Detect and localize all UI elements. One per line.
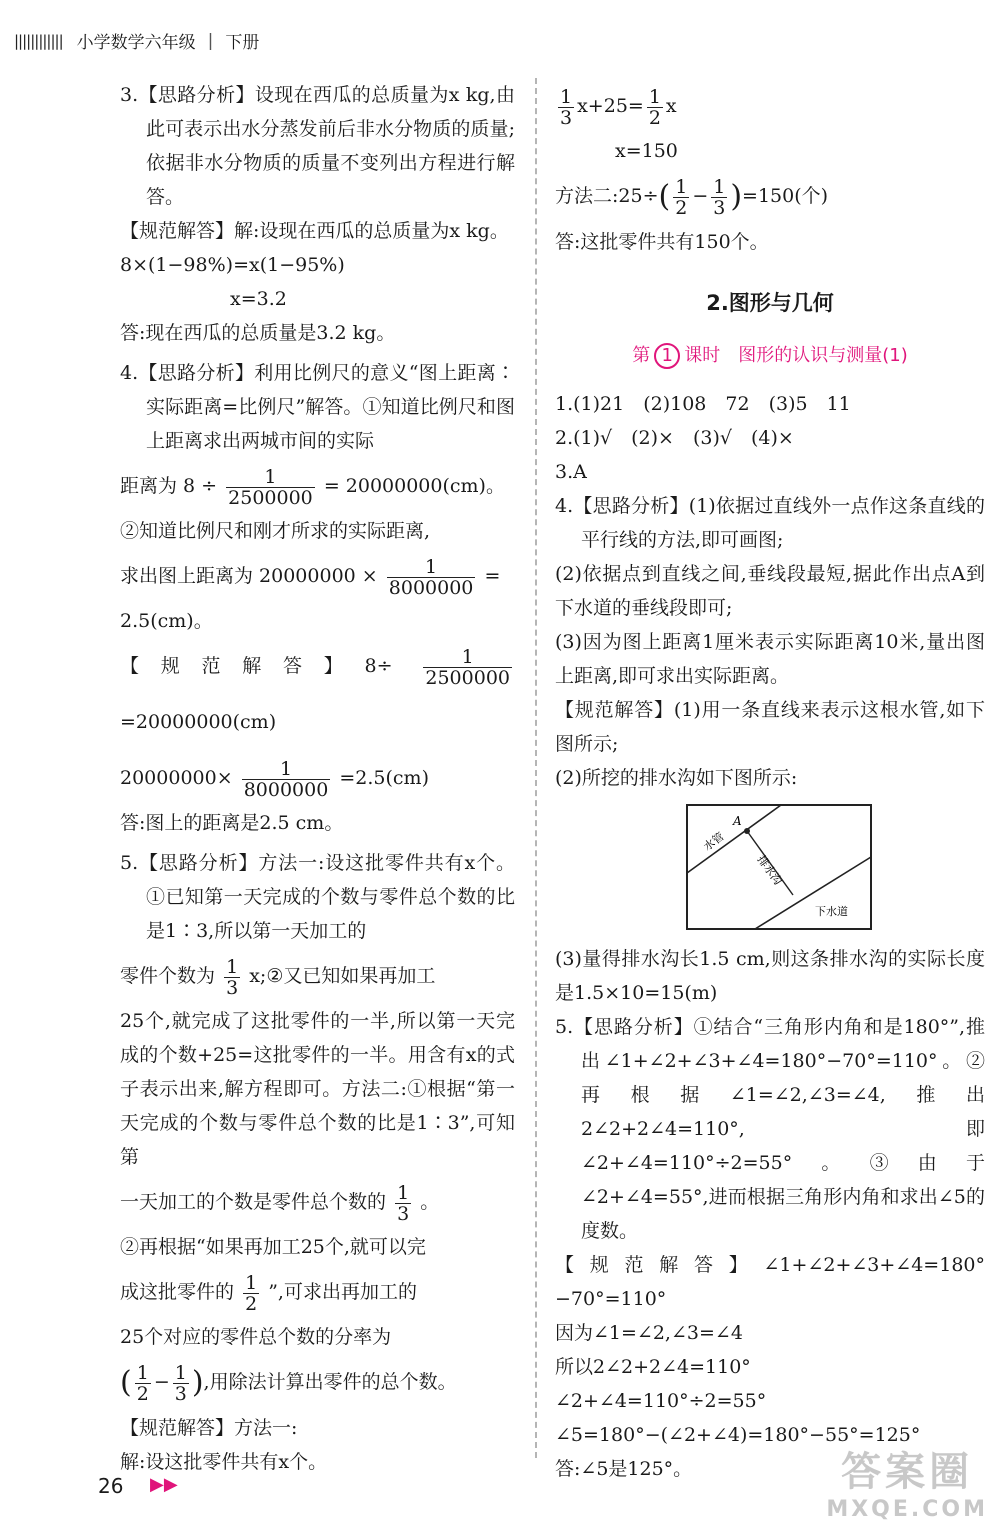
eq-method1 [555, 78, 985, 134]
numerator: 1 [136, 1361, 149, 1384]
denominator: 3 [226, 976, 239, 999]
text: 20000000× [120, 767, 233, 789]
paren-open: ( [658, 179, 671, 214]
sewer-label: 下水道 [815, 905, 848, 918]
denominator: 2500000 [425, 666, 510, 689]
left-column [120, 78, 515, 1479]
text: x+25= [577, 95, 644, 117]
q4-map-line [120, 548, 515, 604]
answer-4-point3: (3)因为图上距离1厘米表示实际距离10米,量出图上距离,即可求出实际距离。 [555, 631, 985, 687]
text: =20000000(cm) [120, 711, 277, 733]
numerator: 1 [387, 557, 476, 578]
text: x;②又已知如果再加工 [249, 965, 436, 987]
numerator: 1 [226, 467, 315, 488]
text: = [484, 565, 501, 587]
denominator: 3 [713, 196, 726, 219]
q3-analysis: 3.【思路分析】设现在西瓜的总质量为x kg,由此可表示出水分蒸发前后非水分物质的质量;依据非水分物质的质量不变列出方程进行解答。 [120, 84, 515, 208]
denominator: 2 [675, 196, 688, 219]
denominator: 3 [560, 106, 573, 129]
fraction [558, 87, 574, 128]
watermark-logo: 答案圈 [841, 1449, 974, 1495]
denominator: 2 [136, 1382, 149, 1405]
numerator: 1 [242, 759, 331, 780]
q4-analysis: 4.【思路分析】利用比例尺的意义“图上距离∶实际距离=比例尺”解答。①知道比例尺和图上距离求出两城市间的实际 [120, 362, 515, 452]
text: 求出图上距离为 20000000 × [120, 565, 378, 587]
q5-solution-2: 解:设这批零件共有x个。 [120, 1451, 328, 1473]
answer-3: 3.A [555, 461, 587, 483]
header-separator: | [207, 30, 214, 51]
answer-5-step4: ∠2+∠4=110°÷2=55° [555, 1390, 767, 1412]
denominator: 3 [174, 1382, 187, 1405]
text: 零件个数为 [120, 965, 216, 987]
text: =150(个) [742, 185, 829, 207]
text: x [665, 95, 677, 117]
paren-close: ) [730, 179, 743, 214]
lesson-number: 1 [654, 343, 680, 369]
answer-5-step5: ∠5=180°−(∠2+∠4)=180°−55°=125° [555, 1424, 921, 1446]
book-volume: 下册 [225, 33, 260, 53]
book-title: 小学数学六年级 [76, 33, 196, 53]
denominator: 8000000 [388, 576, 474, 599]
page-number: 26 [98, 1474, 124, 1498]
fraction [242, 759, 331, 800]
numerator: 1 [713, 175, 726, 198]
answer-4-solution1: 【规范解答】(1)用一条直线来表示这根水管,如下图所示; [555, 699, 985, 755]
answer-5-step3: 所以2∠2+2∠4=110° [555, 1356, 751, 1378]
point-a [744, 828, 750, 834]
fraction [224, 957, 240, 998]
answer-4-analysis: 4.【思路分析】(1)依据过直线外一点作这条直线的平行线的方法,即可画图; [555, 495, 985, 551]
denominator: 8000000 [243, 778, 329, 801]
numerator: 1 [226, 955, 239, 978]
fraction [647, 87, 663, 128]
lesson-name: 课时 图形的认识与测量(1) [684, 345, 908, 366]
method2 [555, 168, 985, 225]
text: 方法二:25÷ [555, 185, 659, 207]
watermark [826, 1440, 988, 1522]
answer-4-point2: (2)依据点到直线之间,垂线段最短,据此作出点A到下水道的垂线段即可; [555, 563, 985, 619]
ditch-diagram [685, 803, 875, 933]
fraction [423, 647, 512, 688]
q5-analysis-c: 25个,就完成了这批零件的一半,所以第一天完成的个数+25=这批零件的一半。用含有x的式子表示出来,解方程即可。方法二:①根据“第一天完成的个数与零件总个数的比是1∶3”,可知第 [120, 1010, 515, 1168]
q5-analysis-a: 5.【思路分析】方法一:设这批零件共有x个。①已知第一天完成的个数与零件总个数的比是1∶3,所以第一天加工的 [120, 852, 515, 942]
denominator: 2 [648, 106, 661, 129]
q4-distance-line [120, 458, 515, 514]
denominator: 2 [245, 1292, 258, 1315]
q4-solution-2 [120, 750, 515, 806]
fraction [395, 1183, 411, 1224]
q4-map-result: 2.5(cm)。 [120, 610, 213, 632]
text: ,用除法计算出零件的总个数。 [203, 1371, 457, 1393]
numerator: 1 [245, 1271, 258, 1294]
paren-close: ) [191, 1365, 204, 1400]
lesson-title [555, 341, 985, 369]
section-title: 2.图形与几何 [706, 291, 834, 315]
fraction [226, 467, 315, 508]
method2-answer: 答:这批零件共有150个。 [555, 231, 769, 253]
q3-solution-intro: 【规范解答】解:设现在西瓜的总质量为x kg。 [120, 220, 509, 242]
text: 。 [420, 1191, 440, 1213]
text: ”,可求出再加工的 [268, 1281, 417, 1303]
text: 一天加工的个数是零件总个数的 [120, 1191, 387, 1213]
fraction [135, 1363, 151, 1404]
q4-answer: 答:图上的距离是2.5 cm。 [120, 812, 344, 834]
numerator: 1 [648, 85, 661, 108]
numerator: 1 [174, 1361, 187, 1384]
ditch-label: 排水沟 [754, 853, 785, 888]
answer-5-analysis: 5.【思路分析】①结合“三角形内角和是180°”,推出∠1+∠2+∠3+∠4=180°−70°=110°。②再根据∠1=∠2,∠3=∠4,推出2∠2+2∠4=110°,即∠2+∠4=110°÷2=55°。③由于∠2+∠4=55°,进而根据三角形内角和求出∠5的度数。 [555, 1016, 985, 1242]
q5-line-e: ②再根据“如果再加工25个,就可以完 [120, 1236, 426, 1258]
text: = 20000000(cm)。 [323, 475, 505, 497]
numerator: 1 [560, 85, 573, 108]
text: 【规范解答】8÷ [120, 655, 393, 677]
answer-4-solution2: (2)所挖的排水沟如下图所示: [555, 767, 798, 789]
answer-5-final: 答:∠5是125°。 [555, 1458, 693, 1480]
text: 成这批零件的 [120, 1281, 235, 1303]
page-arrows-icon: ▶▶ [150, 1474, 178, 1495]
q5-line-h: ( $\frac{1}{2}$ − $\frac{1}{3}$ ),用除法计算出零件的总个数。 [120, 1361, 457, 1405]
q5-solution: 【规范解答】方法一: [120, 1417, 298, 1439]
q5-line-g: 25个对应的零件总个数的分率为 [120, 1326, 392, 1348]
text: 距离为 8 ÷ [120, 475, 218, 497]
q5-line-b [120, 948, 515, 1004]
numerator: 1 [423, 647, 512, 668]
minus: − [692, 185, 709, 207]
q3-result: x=3.2 [230, 288, 287, 310]
barcode-decoration: |||||||||||| [14, 31, 63, 50]
right-column [555, 78, 985, 1486]
fraction [173, 1363, 189, 1404]
q5-line-f [120, 1264, 515, 1320]
paren-open: ( [120, 1365, 132, 1400]
point-a-label: A [733, 814, 742, 828]
q5-line-d [120, 1174, 515, 1230]
text: =2.5(cm) [339, 767, 429, 789]
q3-answer: 答:现在西瓜的总质量是3.2 kg。 [120, 322, 396, 344]
answer-5-step1: 【规范解答】∠1+∠2+∠3+∠4=180°−70°=110° [555, 1254, 985, 1310]
lesson-prefix: 第 [632, 345, 651, 366]
water-pipe-label: 水管 [701, 829, 727, 854]
fraction [243, 1273, 259, 1314]
fraction [711, 177, 727, 218]
denominator: 2500000 [228, 486, 313, 509]
answer-5-step2: 因为∠1=∠2,∠3=∠4 [555, 1322, 743, 1344]
watermark-url: MXQE.COM [826, 1497, 988, 1522]
numerator: 1 [675, 175, 688, 198]
q4-solution-1 [120, 638, 515, 750]
answer-4-solution3: (3)量得排水沟长1.5 cm,则这条排水沟的实际长度是1.5×10=15(m) [555, 948, 985, 1004]
column-divider [535, 78, 537, 1458]
answer-1: 1.(1)21 (2)108 72 (3)5 11 [555, 393, 851, 415]
q3-equation: 8×(1−98%)=x(1−95%) [120, 254, 345, 276]
denominator: 3 [397, 1202, 410, 1225]
fraction [673, 177, 689, 218]
answer-2: 2.(1)√ (2)× (3)√ (4)× [555, 427, 794, 449]
q4-analysis-b: ②知道比例尺和刚才所求的实际距离, [120, 520, 431, 542]
running-header [14, 28, 259, 53]
fraction [387, 557, 476, 598]
numerator: 1 [397, 1181, 410, 1204]
eq-result: x=150 [615, 140, 678, 162]
